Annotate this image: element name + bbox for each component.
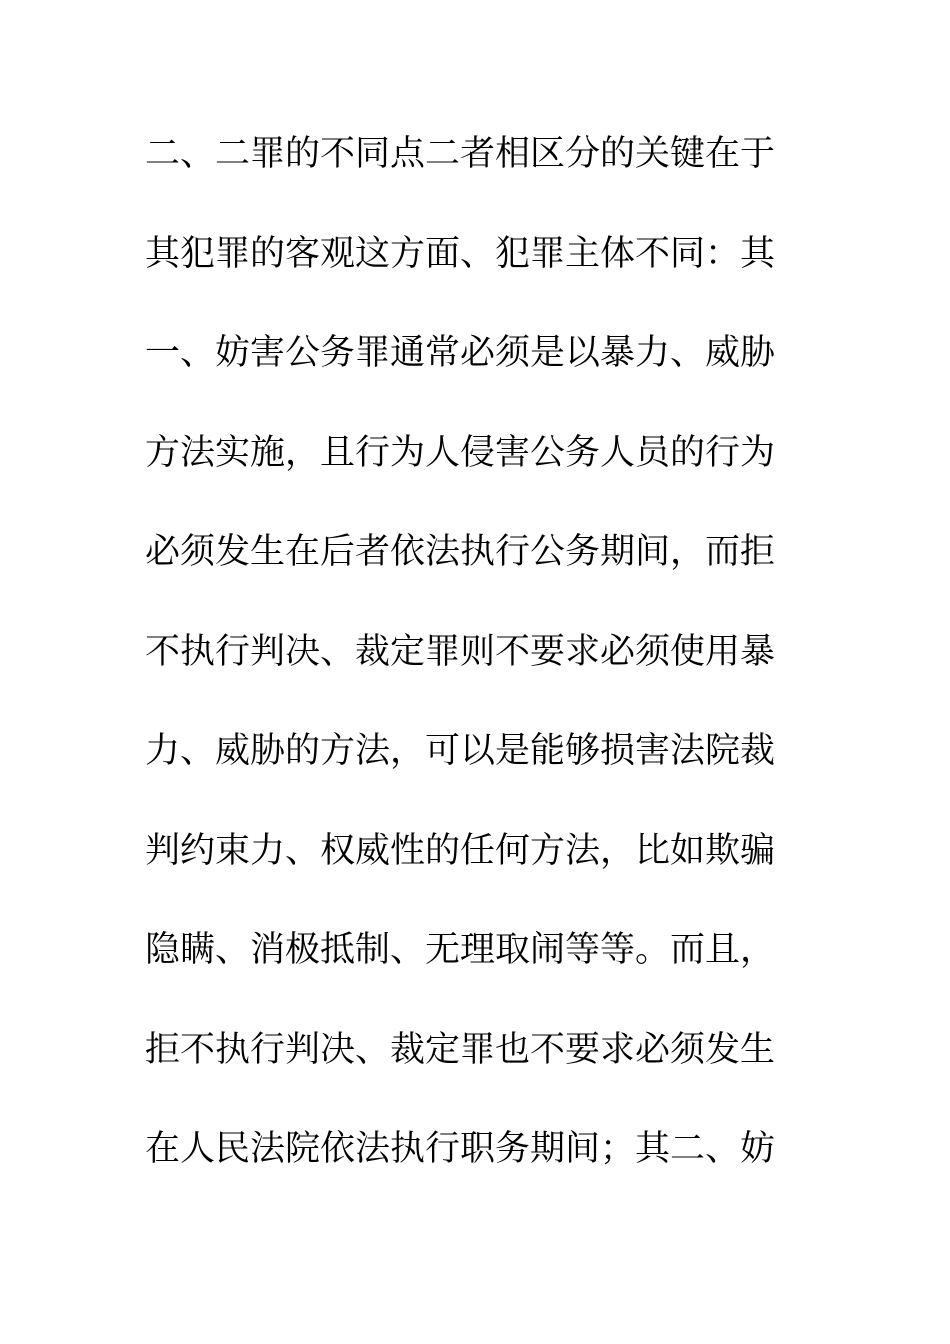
text-line: 其犯罪的客观这方面、犯罪主体不同：其: [145, 233, 776, 274]
text-line: 方法实施，且行为人侵害公务人员的行为: [145, 432, 776, 473]
text-line: 二、二罪的不同点二者相区分的关键在于: [145, 134, 776, 174]
text-line: 拒不执行判决、裁定罪也不要求必须发生: [145, 1029, 776, 1070]
body-text: [145, 124, 785, 1219]
text-line: 在人民法院依法执行职务期间；其二、妨: [145, 1129, 776, 1169]
text-line: 一、妨害公务罪通常必须是以暴力、威胁: [145, 333, 776, 373]
text-line: 必须发生在后者依法执行公务期间，而拒: [145, 532, 776, 572]
text-line: 力、威胁的方法，可以是能够损害法院裁: [145, 731, 776, 771]
text-line: 判约束力、权威性的任何方法，比如欺骗: [145, 830, 776, 871]
text-line: 不执行判决、裁定罪则不要求必须使用暴: [145, 631, 776, 672]
text-line: 隐瞒、消极抵制、无理取闹等等。而且，: [145, 930, 776, 970]
